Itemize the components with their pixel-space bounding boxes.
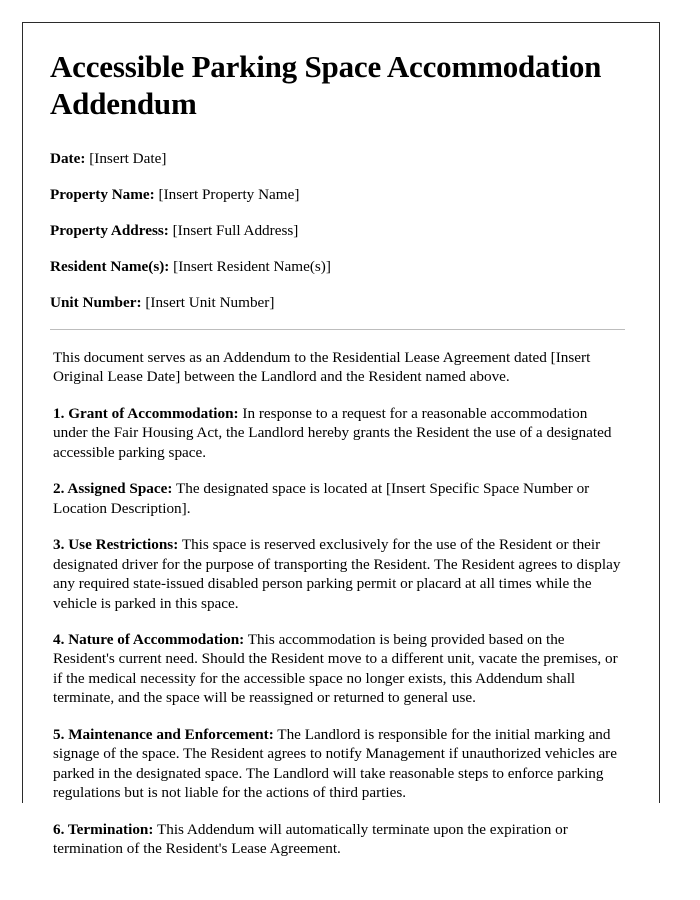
section-termination <box>53 820 625 859</box>
metadata-value-unit-number: [Insert Unit Number] <box>145 293 275 311</box>
metadata-row-property-name <box>50 185 625 204</box>
section-divider <box>50 329 625 330</box>
intro-paragraph: This document serves as an Addendum to the Residential Lease Agreement dated [Insert Original Lease Date] between the Landlord and the Resident named above. <box>53 349 591 386</box>
section-body-1: In response to a request for a reasonable accommodation under the Fair Housing Act, the Landlord hereby grants the Resident the use of a designated accessible parking space. <box>53 404 612 461</box>
section-heading-6: 6. Termination: <box>53 820 154 838</box>
metadata-value-property-address: [Insert Full Address] <box>172 221 299 239</box>
document-page <box>22 22 660 858</box>
page-title: Accessible Parking Space Accommodation Addendum <box>50 49 602 121</box>
section-nature-of-accommodation <box>53 630 625 708</box>
section-body-4: This accommodation is being provided based on the Resident's current need. Should the Resident move to a different unit, vacate the premises, or if the medical necessity for the accessible space no longer exists, this Addendum shall terminate, and the space will be reassigned or returned to general use. <box>53 631 618 707</box>
document-body <box>23 23 659 859</box>
metadata-label-unit-number: Unit Number: <box>50 293 142 311</box>
section-heading-4: 4. Nature of Accommodation: <box>53 631 245 648</box>
section-heading-1: 1. Grant of Accommodation: <box>53 404 239 422</box>
section-heading-3: 3. Use Restrictions: <box>53 536 179 554</box>
metadata-row-date <box>50 149 625 168</box>
section-grant-of-accommodation <box>53 404 625 462</box>
metadata-value-resident-names: [Insert Resident Name(s)] <box>173 257 331 275</box>
metadata-label-property-address: Property Address: <box>50 221 169 239</box>
metadata-label-resident-names: Resident Name(s): <box>50 257 170 275</box>
section-body-3: This space is reserved exclusively for the use of the Resident or their designated driver for the purpose of transporting the Resident. The Resident agrees to display any required state-issued disabled person parking permit or placard at all times while the vehicle is parked in this space. <box>53 536 621 612</box>
section-body-6: This Addendum will automatically terminate upon the expiration or termination of the Resident's Lease Agreement. <box>53 820 568 858</box>
metadata-value-date: [Insert Date] <box>89 149 167 167</box>
section-assigned-space <box>53 479 625 518</box>
section-body-2: The designated space is located at [Insert Specific Space Number or Location Description]. <box>53 480 590 517</box>
section-maintenance-and-enforcement <box>53 725 625 803</box>
document-metadata <box>50 149 625 312</box>
section-body-5: The Landlord is responsible for the initial marking and signage of the space. The Resident agrees to notify Management if unauthorized vehicles are parked in the designated space. The Landlord will take reasonable steps to enforce parking regulations but is not liable for the actions of third parties. <box>53 725 617 802</box>
section-heading-5: 5. Maintenance and Enforcement: <box>53 725 274 743</box>
metadata-row-unit-number <box>50 293 625 312</box>
section-heading-2: 2. Assigned Space: <box>53 480 173 498</box>
metadata-row-property-address <box>50 221 625 240</box>
section-use-restrictions <box>53 535 625 613</box>
metadata-row-resident-names <box>50 257 625 276</box>
metadata-label-date: Date: <box>50 149 86 167</box>
metadata-label-property-name: Property Name: <box>50 185 155 203</box>
metadata-value-property-name: [Insert Property Name] <box>158 185 300 203</box>
